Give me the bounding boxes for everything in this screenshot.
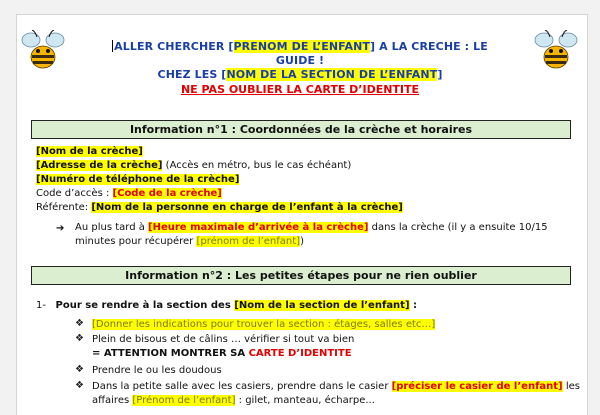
diamond-bullet-icon: ❖ [75, 364, 84, 375]
nursery-phone-line [36, 174, 239, 186]
directions-placeholder: [Donner les indications pour trouver la section : étages, salles etc…] [92, 319, 436, 330]
pickup-time-post: ) [300, 236, 304, 247]
locker-placeholder: [préciser le casier de l’enfant] [391, 381, 563, 392]
arrow-bullet-icon: ➔ [56, 223, 65, 234]
locker-item [92, 381, 580, 393]
referent-label: Référente: [36, 202, 92, 213]
pickup-time-mid: dans la crèche (il y a ensuite 10/15 minutes pour récupérer [75, 222, 548, 247]
diamond-bullet-icon: ❖ [75, 318, 84, 329]
step1-line [36, 300, 417, 312]
locker-line2-pre: affaires [92, 395, 133, 406]
nursery-address-note: (Accès en métro, bus le cas échéant) [162, 160, 352, 171]
step1-number: 1- [36, 300, 46, 311]
access-code-line [36, 188, 222, 200]
nursery-name-line [36, 146, 143, 158]
step1-pre: Pour se rendre à la section des [55, 300, 235, 311]
referent-line [36, 202, 403, 214]
id-card-warning: NE PAS OUBLIER LA CARTE D’IDENTITE [180, 83, 420, 96]
bee-icon-right [530, 30, 582, 70]
locker-child-placeholder: [Prénom de l’enfant] [132, 395, 236, 406]
pickup-time-pre: Au plus tard à [75, 222, 149, 233]
show-id-line [92, 348, 352, 360]
locker-line2-post: : gilet, manteau, écharpe... [235, 395, 375, 406]
hugs-item: Plein de bisous et de câlins … vérifier si tout va bien [92, 334, 355, 345]
title-section-placeholder: NOM DE LA SECTION DE L’ENFANT [226, 68, 438, 81]
nursery-phone-placeholder: [Numéro de téléphone de la crèche] [36, 174, 240, 185]
pickup-child-placeholder: [prénom de l’enfant] [196, 236, 301, 247]
diamond-bullet-icon: ❖ [75, 333, 84, 344]
nursery-address-line [36, 160, 351, 172]
title-line-2 [100, 68, 500, 82]
pickup-time-text [75, 221, 565, 249]
nursery-address-placeholder: [Adresse de la crèche] [36, 160, 163, 171]
directions-item [92, 319, 435, 331]
title-line1-pre: ALLER CHERCHER [ [114, 40, 234, 53]
show-id-red: CARTE D’IDENTITE [248, 348, 352, 359]
step1-post: : [409, 300, 418, 311]
locker-item-line2 [92, 395, 375, 407]
title-line1-post: ] A LA CRECHE : LE GUIDE ! [275, 40, 488, 67]
bee-icon-left [17, 30, 69, 70]
diamond-bullet-icon: ❖ [75, 380, 84, 391]
access-code-placeholder: [Code de la crèche] [112, 188, 222, 199]
document-title [100, 40, 500, 82]
access-code-label: Code d’accès : [36, 188, 113, 199]
nursery-name-placeholder: [Nom de la crèche] [36, 146, 143, 157]
locker-pre: Dans la petite salle avec les casiers, prendre dans le casier [92, 381, 392, 392]
cuddly-toy-item: Prendre le ou les doudous [92, 365, 222, 376]
section2-header: Information n°2 : Les petites étapes pour ne rien oublier [31, 266, 571, 285]
section1-header: Information n°1 : Coordonnées de la crèche et horaires [31, 120, 571, 139]
title-line2-pre: CHEZ LES [ [157, 68, 227, 81]
pickup-time-placeholder: [Heure maximale d’arrivée à la crèche] [148, 222, 369, 233]
title-line-1 [100, 40, 500, 68]
title-child-name-placeholder: PRENOM DE L’ENFANT [233, 40, 371, 53]
referent-placeholder: [Nom de la personne en charge de l’enfant à la crèche] [91, 202, 403, 213]
show-id-pre: = ATTENTION MONTRER SA [92, 348, 249, 359]
locker-post: les [562, 381, 580, 392]
step1-section-placeholder: [Nom de la section de l’enfant] [234, 300, 410, 311]
title-line2-post: ] [437, 68, 443, 81]
